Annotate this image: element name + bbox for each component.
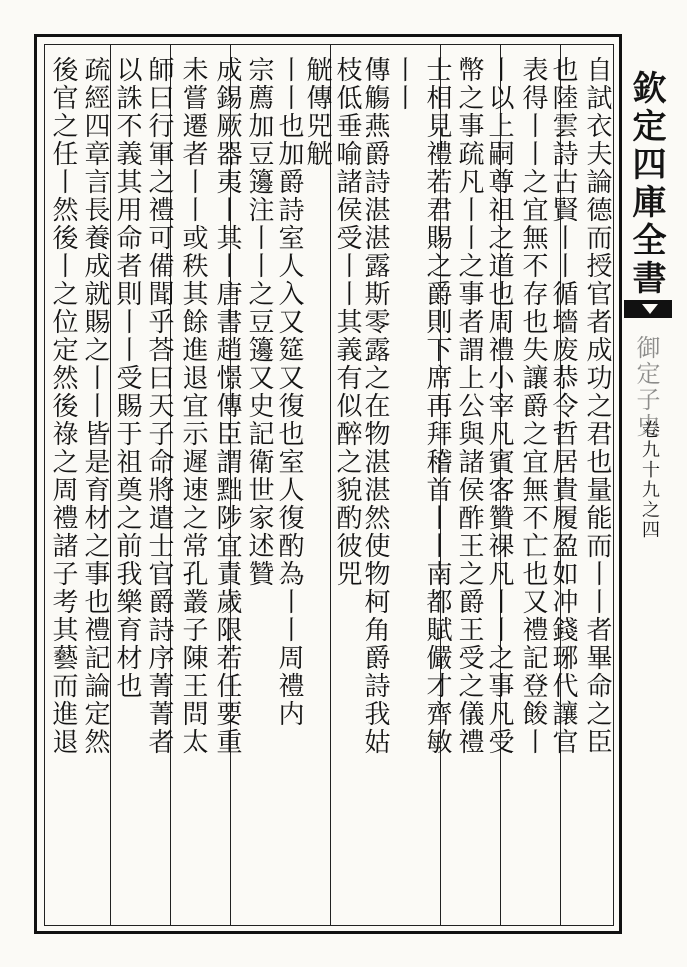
text-column: 疏經四章言長養成就賜之丨丨皆是育材之事也禮記論定然 [80,56,110,756]
text-column: 觥傳兕觥 [302,56,332,168]
text-column: 自試衣夫論德而授官者成功之君也量能而丨丨者畢命之臣 [582,56,612,756]
book-title: 欽定四庫全書 [626,70,666,298]
text-column: 成錫厥器夷丨其丨唐書趙憬傳臣謂黜陟宜責歲限若任要重 [212,56,242,756]
text-column: 丨以上嗣尊祖之道也周禮小宰凡賓客贊祼凡丨丨之事凡受 [484,56,514,756]
text-column: 幣之事疏凡丨丨之事者謂上公與諸侯酢王之爵王受之儀禮 [454,56,484,756]
text-column: 以誅不義其用命者則丨丨受賜于祖奠之前我樂育材也 [112,56,142,700]
text-column: 也陸雲詩古賢丨丨循墻废恭令哲居貴履盈如冲錢琊代讓官 [548,56,578,756]
fishtail-mark [624,300,672,318]
collection-title: 御定子史 [632,335,660,439]
text-column: 丨丨也加爵詩室人入又筵又復也室人復酌為丨丨周禮内 [274,56,304,728]
text-column: 宗薦加豆籩注丨丨之豆籩又史記衛世家述贊 [244,56,274,588]
text-column: 師曰行軍之禮可備聞乎荅曰天子命將遣士官爵詩序菁菁者 [144,56,174,756]
volume-label: 卷九十九之四 [639,420,660,540]
text-column: 枝低垂喻諸侯受丨丨其義有似醉之貌酌彼兕 [332,56,362,588]
text-column: 表得丨丨之宜無不存也失讓爵之宜無不亡也又禮記登餕丨 [518,56,548,756]
text-column: 後官之任丨然後丨之位定然後祿之周禮諸子考其藝而進退 [48,56,78,756]
text-column: 傳觴燕爵詩湛湛露斯零露之在物湛湛然使物柯角爵詩我姑 [360,56,390,756]
text-column: 未嘗遷者丨丨或秩其餘進退宜示遲速之常孔叢子陳王問太 [178,56,208,756]
text-column: 士相見禮若君賜之爵則下席再拜稽首丨丨南都賦儼才齊敏 [422,56,452,756]
text-column: 丨丨 [388,56,418,112]
